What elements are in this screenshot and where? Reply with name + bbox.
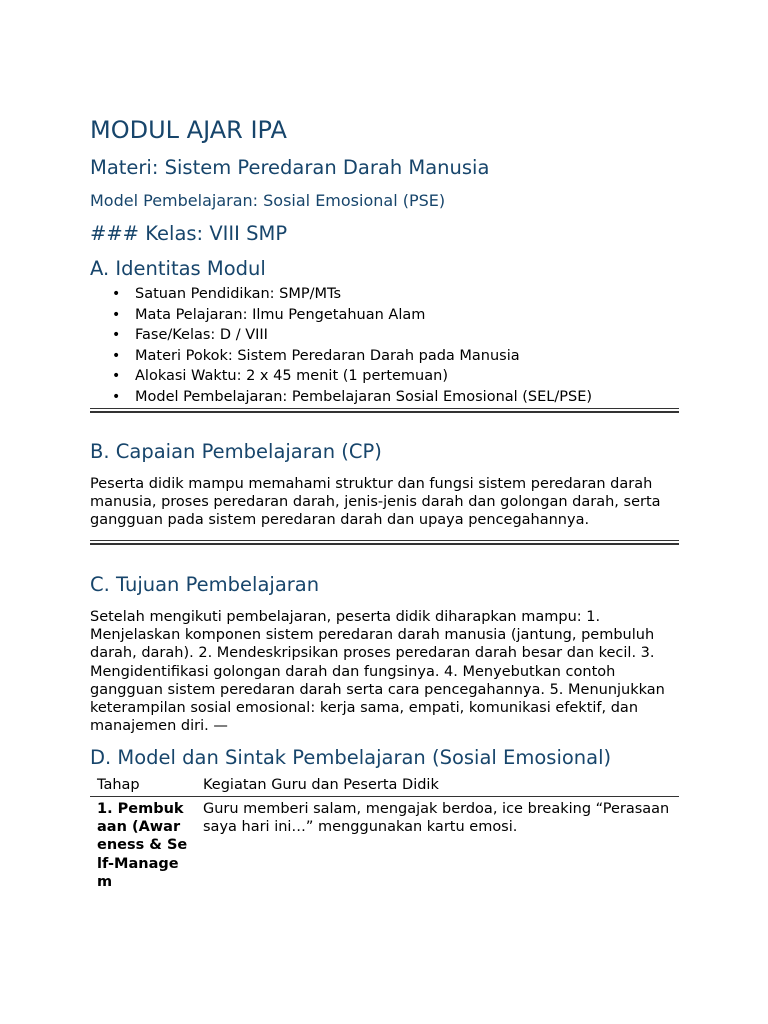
list-item-text: Fase/Kelas: D / VIII (135, 327, 268, 344)
list-item (90, 325, 592, 346)
model-heading: Model Pembelajaran: Sosial Emosional (PSE) (90, 191, 446, 210)
document-title: MODUL AJAR IPA (90, 116, 287, 144)
table-row (90, 797, 679, 892)
column-header-kegiatan: Kegiatan Guru dan Peserta Didik (196, 776, 679, 797)
list-item (90, 305, 592, 326)
section-b-heading: B. Capaian Pembelajaran (CP) (90, 440, 382, 463)
section-c-heading: C. Tujuan Pembelajaran (90, 573, 320, 596)
bullet-icon: • (112, 368, 121, 385)
bullet-icon: • (112, 306, 121, 323)
list-item-text: Alokasi Waktu: 2 x 45 menit (1 pertemuan) (135, 368, 448, 385)
kelas-heading: ### Kelas: VIII SMP (90, 222, 288, 245)
list-item-text: Materi Pokok: Sistem Peredaran Darah pada Manusia (135, 347, 520, 364)
list-item (90, 366, 592, 387)
horizontal-divider (90, 540, 679, 545)
column-header-tahap: Tahap (90, 776, 196, 797)
bullet-icon: • (112, 347, 121, 364)
section-c-text: Setelah mengikuti pembelajaran, peserta didik diharapkan mampu: 1. Menjelaskan komponen sistem peredaran darah manusia (jantung, pembuluh darah, darah). 2. Mendeskripsikan proses peredaran darah besar dan kecil. 3. Mengidentifikasi golongan darah dan fungsinya. 4. Menyebutkan contoh gangguan sistem peredaran darah serta cara pencegahannya. 5. Menunjukkan keterampilan sosial emosional: kerja sama, empati, komunikasi efektif, dan manajemen diri. — (90, 609, 665, 735)
list-item-text: Mata Pelajaran: Ilmu Pengetahuan Alam (135, 306, 426, 323)
section-d-heading: D. Model dan Sintak Pembelajaran (Sosial Emosional) (90, 746, 612, 769)
list-item (90, 284, 592, 305)
activity-cell: Guru memberi salam, mengajak berdoa, ice breaking “Perasaan saya hari ini…” menggunakan kartu emosi. (203, 801, 670, 836)
section-a-heading: A. Identitas Modul (90, 257, 266, 280)
sintak-table (90, 776, 679, 891)
list-item-text: Model Pembelajaran: Pembelajaran Sosial Emosional (SEL/PSE) (135, 388, 593, 405)
identitas-list (90, 284, 592, 408)
list-item-text: Satuan Pendidikan: SMP/MTs (135, 286, 342, 302)
list-item (90, 387, 592, 408)
bullet-icon: • (112, 286, 121, 302)
table-header-row (90, 776, 679, 797)
stage-cell: 1. Pembukaan (Awareness & Self-Managem (97, 801, 188, 890)
horizontal-divider (90, 408, 679, 413)
section-b-text: Peserta didik mampu memahami struktur dan fungsi sistem peredaran darah manusia, proses peredaran darah, jenis-jenis darah dan golongan darah, serta gangguan pada sistem peredaran darah dan upaya pencegahannya. (90, 476, 661, 529)
materi-heading: Materi: Sistem Peredaran Darah Manusia (90, 156, 490, 179)
bullet-icon: • (112, 388, 121, 405)
list-item (90, 346, 592, 367)
bullet-icon: • (112, 327, 121, 344)
